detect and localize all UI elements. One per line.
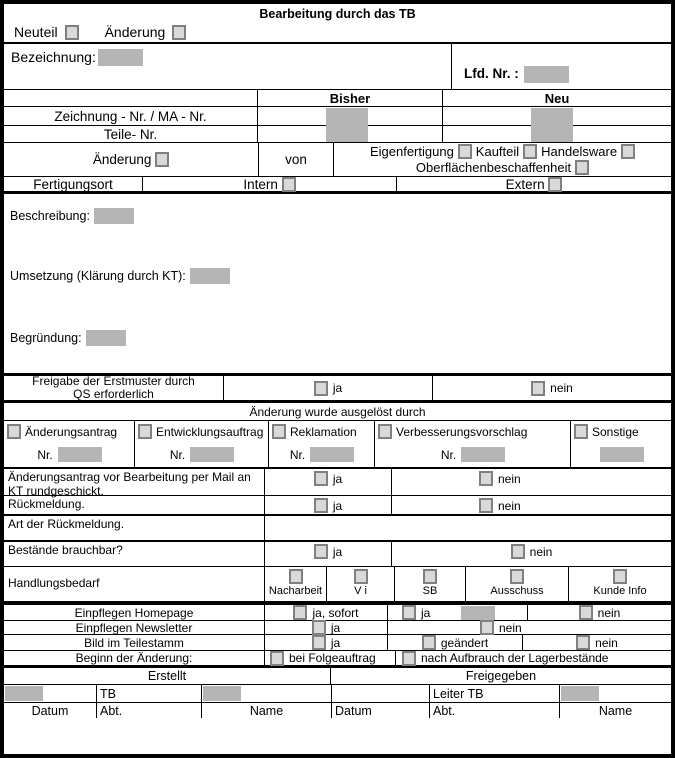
freigegeben-datum-cell[interactable] [331,685,429,702]
vi-option [326,567,394,601]
compare-table [4,107,671,143]
handlungsbedarf-label: Handlungsbedarf [8,576,100,591]
homepage-row [4,605,671,621]
sonstige-nr-field[interactable] [600,447,644,462]
fertigungsart-line2 [416,160,589,175]
sonstige-checkbox[interactable] [574,424,588,439]
newsletter-row [4,621,671,635]
mail-question-row [4,469,671,496]
bild-ja-cell [264,635,387,650]
newsletter-label: Einpflegen Newsletter [75,620,193,635]
entwicklungsauftrag-nr-label: Nr. [169,447,186,462]
signature-header-row [4,668,671,685]
bild-geaendert-label: geändert [440,635,489,650]
umsetzung-field[interactable] [190,268,230,284]
kunde-info-option [568,567,671,601]
neuteil-label: Neuteil [14,24,58,40]
newsletter-nein-checkbox[interactable] [480,620,494,635]
nacharbeit-label: Nacharbeit [268,585,323,597]
freigegeben-datum-caption: Datum [331,703,429,718]
kunde-info-checkbox[interactable] [613,569,627,584]
verbesserungsvorschlag-checkbox[interactable] [378,424,392,439]
extern-checkbox[interactable] [548,177,562,192]
bestaende-nein-cell [392,542,671,566]
freigegeben-abt-cell: Leiter TB [429,685,559,702]
homepage-ja-cell [387,605,527,620]
lfd-nr-label: Lfd. Nr. : [464,66,519,81]
aenderung-checkbox[interactable] [172,25,186,40]
rueckmeldung-nein-label: nein [498,498,521,513]
erstellt-datum-caption: Datum [31,703,69,718]
eigenfertigung-label: Eigenfertigung [369,144,454,159]
bild-teilestamm-label: Bild im Teilestamm [84,635,184,650]
zeichnung-label: Zeichnung - Nr. / MA - Nr. [4,107,258,125]
begruendung-line [10,330,126,346]
reklamation-nr-field[interactable] [310,447,354,462]
homepage-label: Einpflegen Homepage [74,605,194,620]
mail-question-label: Änderungsantrag vor Bearbeitung per Mail an KT rundgeschickt. [8,470,251,498]
newsletter-ja-label: ja [330,620,341,635]
ausgeloest-options-row [4,421,671,469]
freigabe-row [4,373,671,403]
ausgeloest-header: Änderung wurde ausgelöst durch [249,404,426,419]
freigabe-nein-label: nein [550,381,573,395]
homepage-ja-sofort-label: ja, sofort [312,605,359,620]
bild-nein-cell [522,635,671,650]
vi-label: V i [354,585,367,597]
bild-nein-checkbox[interactable] [576,635,590,650]
handlungsbedarf-row [4,567,671,605]
sb-option [394,567,465,601]
ausschuss-option [465,567,568,601]
bestaende-label: Bestände brauchbar? [8,543,123,557]
freigabe-label: Freigabe der Erstmuster durch QS erforderlich [32,373,195,401]
kunde-info-label: Kunde Info [593,585,647,597]
signature-value-row [4,685,671,703]
bild-teilestamm-row [4,635,671,651]
vi-checkbox[interactable] [354,569,368,584]
erstellt-abt-caption: Abt. [96,703,201,718]
rueckmeldung-nein-cell [392,496,671,514]
mail-ja-cell [264,469,392,495]
bild-ja-label: ja [330,635,341,650]
art-rueckmeldung-field[interactable] [264,516,671,540]
entwicklungsauftrag-option [135,421,269,467]
compare-header-row [4,90,671,107]
description-section [4,194,671,376]
ausgeloest-header-row [4,403,671,421]
begruendung-label: Begründung: [10,331,82,345]
ausschuss-checkbox[interactable] [510,569,524,584]
bezeichnung-row [4,44,671,90]
aenderungsantrag-option [4,421,135,467]
kaufteil-checkbox[interactable] [523,144,537,159]
handelsware-checkbox[interactable] [621,144,635,159]
fertigungsart-cell [334,143,671,176]
rueckmeldung-nein-checkbox[interactable] [479,498,493,513]
reklamation-label: Reklamation [290,424,357,439]
aenderung-label: Änderung [104,24,166,40]
beschreibung-label: Beschreibung: [10,209,90,223]
aenderungsantrag-nr-field[interactable] [58,447,102,462]
freigabe-nein-cell [433,376,671,400]
freigegeben-name-cell [559,685,671,702]
aenderungsantrag-nr-label: Nr. [37,447,53,462]
verbesserungsvorschlag-option [375,421,571,467]
aenderung-von-row [4,143,671,177]
aufbrauch-cell [395,651,671,665]
beginn-aenderung-label: Beginn der Änderung: [75,651,193,665]
beschreibung-field[interactable] [94,208,134,224]
mail-nein-checkbox[interactable] [479,471,493,486]
erstellt-datum-field[interactable] [5,686,43,701]
bezeichnung-cell [4,44,451,89]
bild-geaendert-cell [387,635,522,650]
verbesserungsvorschlag-nr-field[interactable] [461,447,505,462]
aenderungsantrag-label: Änderungsantrag [25,424,118,439]
bild-geaendert-checkbox[interactable] [422,635,436,650]
sonstige-option [571,421,671,467]
aenderung-row-checkbox[interactable] [155,152,169,167]
aenderungsantrag-checkbox[interactable] [7,424,21,439]
umsetzung-line [10,268,230,284]
sb-label: SB [422,585,438,597]
verbesserungsvorschlag-label: Verbesserungsvorschlag [396,424,528,439]
extern-cell [397,177,671,191]
bild-ja-checkbox[interactable] [312,635,326,650]
reklamation-nr-label: Nr. [289,447,306,462]
freigegeben-name-field[interactable] [561,686,599,701]
mail-nein-label: nein [498,471,521,486]
bild-nein-label: nein [595,635,618,650]
handelsware-label: Handelsware [541,144,618,159]
oberflaechenbeschaffenheit-label: Oberflächenbeschaffenheit [415,160,572,175]
signature-caption-row [4,703,671,718]
erstellt-name-caption: Name [201,703,331,718]
erstellt-name-field[interactable] [203,686,241,701]
homepage-nein-label: nein [597,605,621,620]
reklamation-option [269,421,375,467]
bezeichnung-label: Bezeichnung: [11,49,96,65]
beschreibung-line [10,208,134,224]
freigegeben-header: Freigegeben [465,669,537,683]
erstellt-abt-cell: TB [96,685,201,702]
homepage-ja-checkbox[interactable] [402,605,416,620]
aufbrauch-label: nach Aufbrauch der Lagerbestände [421,651,609,665]
nacharbeit-option [264,567,326,601]
teile-label: Teile- Nr. [4,126,258,142]
part-type-row [4,21,671,40]
freigabe-ja-label: ja [332,381,343,395]
title-section [4,4,671,44]
folgeauftrag-cell [264,651,395,665]
folgeauftrag-label: bei Folgeauftrag [289,651,376,665]
homepage-ja-sofort-checkbox[interactable] [293,605,307,620]
freigegeben-name-caption: Name [559,703,671,718]
newsletter-nein-cell [387,621,671,634]
aenderung-cell [4,143,258,176]
freigabe-ja-checkbox[interactable] [314,381,328,396]
intern-cell [142,177,397,191]
bezeichnung-field[interactable] [98,49,143,66]
kaufteil-label: Kaufteil [475,144,520,159]
rueckmeldung-ja-checkbox[interactable] [314,498,328,513]
neu-header: Neu [544,90,570,106]
fertigungsort-label: Fertigungsort [33,176,113,192]
bestaende-ja-cell [264,542,392,566]
aufbrauch-checkbox[interactable] [402,651,416,666]
sonstige-label: Sonstige [592,424,639,439]
verbesserungsvorschlag-nr-label: Nr. [440,447,457,462]
bestaende-nein-checkbox[interactable] [511,544,525,559]
art-rueckmeldung-label: Art der Rückmeldung. [8,517,125,531]
rueckmeldung-ja-cell [264,496,392,514]
nacharbeit-checkbox[interactable] [289,569,303,584]
entwicklungsauftrag-label: Entwicklungsauftrag [156,424,264,439]
ausschuss-label: Ausschuss [490,585,544,597]
form-title: Bearbeitung durch das TB [259,7,416,21]
umsetzung-label: Umsetzung (Klärung durch KT): [10,269,186,283]
intern-checkbox[interactable] [282,177,296,192]
begruendung-field[interactable] [86,330,126,346]
homepage-date-field[interactable] [461,606,495,620]
homepage-ja-sofort-cell [264,605,387,620]
freigegeben-abt-caption: Abt. [429,703,559,718]
bestaende-nein-label: nein [529,544,553,559]
erstellt-datum-cell [4,685,96,702]
newsletter-ja-checkbox[interactable] [312,620,326,635]
rueckmeldung-label: Rückmeldung. [8,497,85,511]
eigenfertigung-checkbox[interactable] [458,144,472,159]
homepage-nein-checkbox[interactable] [579,605,593,620]
beginn-aenderung-row [4,651,671,668]
freigabe-ja-cell [223,376,433,400]
neu-value-field[interactable] [531,108,573,142]
reklamation-checkbox[interactable] [272,424,286,439]
lfd-nr-cell [451,44,671,89]
rueckmeldung-row [4,496,671,516]
erstellt-name-cell [201,685,331,702]
newsletter-ja-cell [264,621,387,634]
extern-label: Extern [505,176,545,192]
fertigungsort-row [4,177,671,194]
mail-nein-cell [392,469,671,495]
art-rueckmeldung-row [4,516,671,542]
homepage-ja-label: ja [421,605,431,620]
bisher-value-field[interactable] [326,108,368,142]
entwicklungsauftrag-checkbox[interactable] [138,424,152,439]
homepage-nein-cell [527,605,671,620]
fertigungsart-line1 [370,144,635,159]
von-cell: von [258,143,334,176]
entwicklungsauftrag-nr-field[interactable] [190,447,234,462]
bestaende-ja-checkbox[interactable] [314,544,328,559]
rueckmeldung-ja-label: ja [332,498,343,513]
lfd-nr-field[interactable] [524,66,569,83]
mail-ja-label: ja [332,471,343,486]
sb-checkbox[interactable] [423,569,437,584]
bestaende-row [4,542,671,567]
aenderung-row-label: Änderung [92,152,152,167]
compare-header-empty [4,90,258,106]
oberflaechenbeschaffenheit-checkbox[interactable] [575,160,589,175]
erstellt-header: Erstellt [4,668,331,684]
newsletter-nein-label: nein [499,620,522,635]
freigabe-nein-checkbox[interactable] [531,381,545,396]
intern-label: Intern [243,176,278,192]
bisher-header: Bisher [258,90,443,106]
folgeauftrag-checkbox[interactable] [270,651,284,666]
mail-ja-checkbox[interactable] [314,471,328,486]
bestaende-ja-label: ja [332,544,343,559]
neuteil-checkbox[interactable] [65,25,79,40]
